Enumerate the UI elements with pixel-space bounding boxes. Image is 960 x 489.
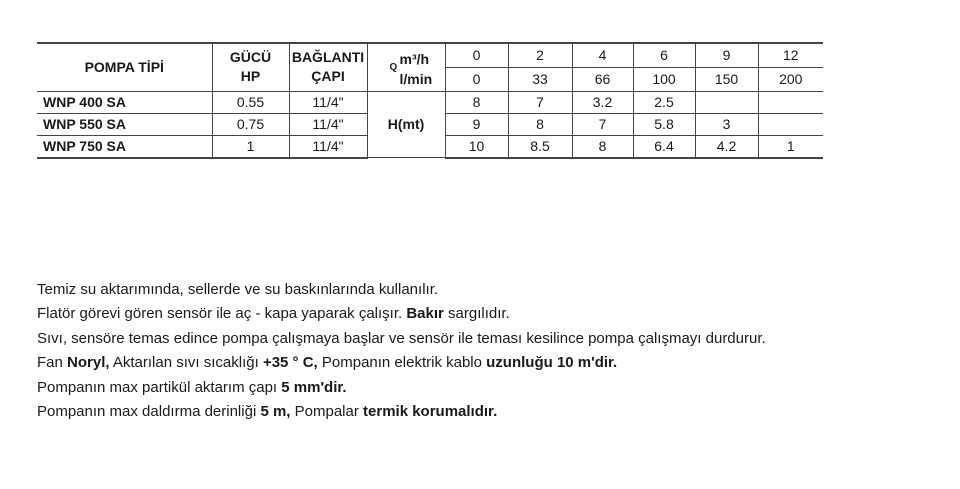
pump-power: 1 xyxy=(212,135,289,158)
flow-m3h-cell: 12 xyxy=(758,43,823,67)
description-bold-text: termik korumalıdır. xyxy=(363,403,498,421)
description-bold-text: +35 ° C, xyxy=(262,354,318,372)
flow-lmin-cell: 33 xyxy=(508,67,572,91)
power-header xyxy=(212,43,289,91)
flow-m3h-cell: 4 xyxy=(572,43,633,67)
head-value: 8 xyxy=(445,91,508,113)
description-bold-text: Bakır xyxy=(406,305,444,323)
head-label: H(mt) xyxy=(367,91,445,158)
flow-m3h-cell: 2 xyxy=(508,43,572,67)
description-line xyxy=(37,278,937,302)
pump-spec-table xyxy=(37,42,823,159)
flow-m3h-cell: 6 xyxy=(633,43,695,67)
head-value: 9 xyxy=(445,113,508,135)
description-line xyxy=(37,351,937,375)
connection-header-line1: BAĞLANTI xyxy=(291,49,365,66)
description-text: Pompanın max partikül aktarım çapı xyxy=(37,378,282,396)
description-text: Pompanın max daldırma derinliği xyxy=(37,403,261,421)
head-value: 2.5 xyxy=(633,91,695,113)
flow-m3h-cell: 9 xyxy=(695,43,758,67)
head-value xyxy=(758,113,823,135)
head-value: 1 xyxy=(758,135,823,158)
description-text: Temiz su aktarımında, sellerde ve su baskınlarında kullanılır. xyxy=(37,281,439,298)
table-row xyxy=(37,91,823,113)
pump-model: WNP 750 SA xyxy=(37,135,212,158)
head-value: 7 xyxy=(508,91,572,113)
description-bold-text: uzunluğu 10 m'dir. xyxy=(486,354,618,372)
pump-model: WNP 400 SA xyxy=(37,91,212,113)
connection-header-line2: ÇAPI xyxy=(311,68,345,85)
power-header-unit: HP xyxy=(240,68,261,85)
head-value: 10 xyxy=(445,135,508,158)
flow-lmin-cell: 66 xyxy=(572,67,633,91)
description-bold-text: 5 mm'dir. xyxy=(281,378,347,396)
description-bold-text: 5 m, xyxy=(260,403,291,421)
flow-lmin-cell: 200 xyxy=(758,67,823,91)
flow-lmin-cell: 100 xyxy=(633,67,695,91)
head-value: 6.4 xyxy=(633,135,695,158)
description-bold-text: Noryl, xyxy=(67,354,110,372)
description-line xyxy=(37,376,937,400)
pump-connection: 11/4" xyxy=(289,113,367,135)
flow-symbol: Q xyxy=(389,62,398,73)
description-text: Pompalar xyxy=(290,403,364,421)
head-value: 8.5 xyxy=(508,135,572,158)
flow-unit-lmin: l/min xyxy=(399,71,433,87)
connection-header xyxy=(289,43,367,91)
description-text: Pompanın elektrik kablo xyxy=(317,354,487,372)
head-value: 8 xyxy=(572,135,633,158)
description-text: sargılıdır. xyxy=(443,305,510,323)
head-value: 3 xyxy=(695,113,758,135)
power-header-label: GÜCÜ xyxy=(229,49,272,66)
description-text: Sıvı, sensöre temas edince pompa çalışmaya başlar ve sensör ile teması kesilince pompa çalışmayı durdurur. xyxy=(37,329,766,347)
flow-m3h-cell: 0 xyxy=(445,43,508,67)
pump-connection: 11/4" xyxy=(289,135,367,158)
pump-power: 0.55 xyxy=(212,91,289,113)
head-value: 7 xyxy=(572,113,633,135)
pump-type-header: POMPA TİPİ xyxy=(37,43,212,91)
head-value: 3.2 xyxy=(572,91,633,113)
description-text: Aktarılan sıvı sıcaklığı xyxy=(109,354,263,372)
pump-connection: 11/4" xyxy=(289,91,367,113)
description-line xyxy=(37,327,937,351)
flow-lmin-cell: 0 xyxy=(445,67,508,91)
flow-unit-m3h: m³/h xyxy=(399,51,430,67)
description-line xyxy=(37,400,937,424)
head-value xyxy=(758,91,823,113)
description-line xyxy=(37,302,937,326)
head-value xyxy=(695,91,758,113)
flow-unit-header xyxy=(367,43,445,91)
head-value: 4.2 xyxy=(695,135,758,158)
head-value: 5.8 xyxy=(633,113,695,135)
head-value: 8 xyxy=(508,113,572,135)
description-text: Fan xyxy=(37,354,68,372)
description-text: Flatör görevi gören sensör ile aç - kapa yaparak çalışır. xyxy=(37,305,407,323)
pump-model: WNP 550 SA xyxy=(37,113,212,135)
pump-power: 0.75 xyxy=(212,113,289,135)
product-description xyxy=(37,278,937,424)
flow-lmin-cell: 150 xyxy=(695,67,758,91)
